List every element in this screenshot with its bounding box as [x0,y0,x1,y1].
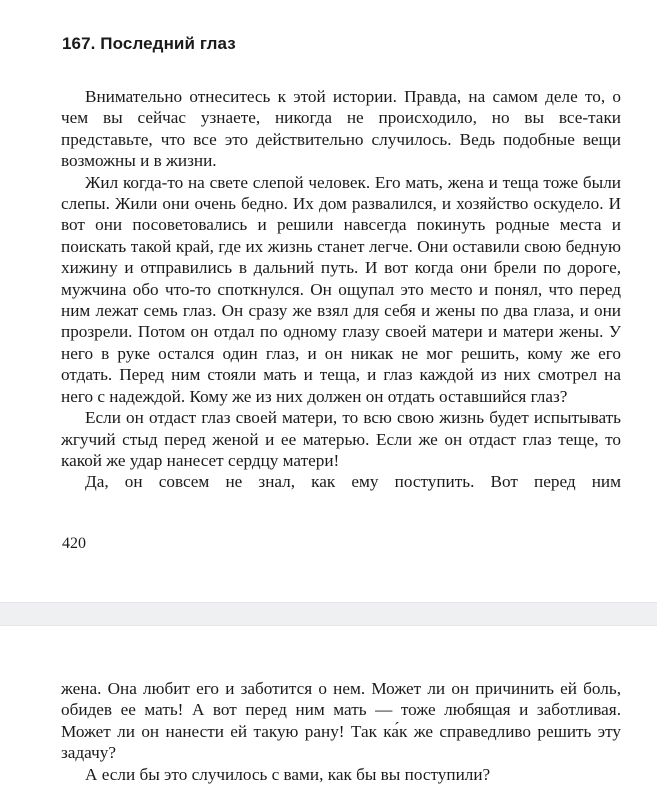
page-number: 420 [62,535,86,552]
paragraph: А если бы это случилось с вами, как бы вы поступили? [85,764,491,784]
continued-body [61,678,621,785]
story-heading: 167. Последний глаз [62,34,236,53]
paragraph: жена. Она любит его и заботится о нем. Может ли он причинить ей боль, обидев ее мать! А вот перед ним мать — тоже любящая и заботливая. Может ли он нанести ей такую рану! Так ка́к же справедливо решить эту задачу? [61,679,621,763]
page-separator [0,602,657,626]
paragraph: Если он отдаст глаз своей матери, то всю свою жизнь будет испытывать жгучий стыд перед женой и ее матерью. Если же он отдаст глаз теще, то какой же удар нанесет сердцу матери! [61,408,621,470]
paragraph: Внимательно отнеситесь к этой истории. Правда, на самом деле то, о чем вы сейчас узнаете, никогда не происходило, но вы все-таки представьте, что все это действительно случилось. Ведь подобные вещи возможны и в жизни. [61,87,621,171]
paragraph: Да, он совсем не знал, как ему поступить. Вот перед ним [85,472,621,492]
paragraph: Жил когда-то на свете слепой человек. Его мать, жена и теща тоже были слепы. Жили они очень бедно. Их дом развалился, и хозяйство оскудело. И вот они посоветовались и решили навсегда покинуть родные места и поискать такой край, где их жизнь станет легче. Они оставили свою бедную хижину и отправились в дальний путь. И вот когда они брели по дороге, мужчина обо что-то споткнулся. Он ощупал это место и понял, что перед ним лежат семь глаз. Он сразу же взял для себя и жены по два глаза, и они прозрели. Потом он отдал по одному глазу своей матери и матери жены. У него в руке остался один глаз, и он никак не мог решить, кому же его отдать. Перед ним стояли мать и теща, и глаз каждой из них смотрел на него с надеждой. Кому же из них должен он отдать оставшийся глаз? [61,172,621,406]
page-bottom [0,626,657,800]
story-body [61,86,621,493]
